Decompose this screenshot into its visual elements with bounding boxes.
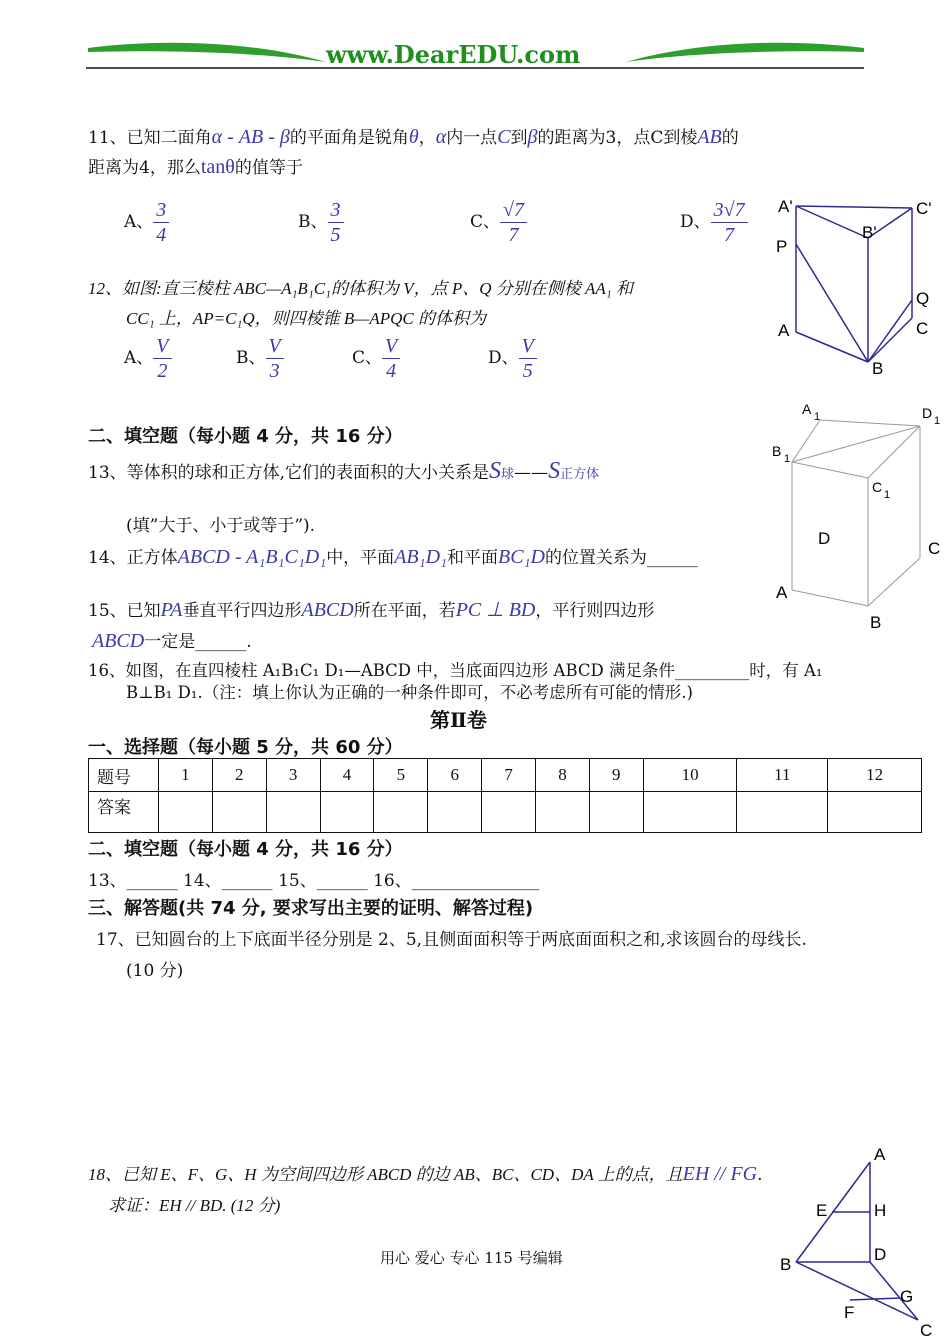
table-cell: 7 bbox=[482, 759, 536, 792]
answer-cell[interactable] bbox=[374, 792, 428, 833]
table-cell: 2 bbox=[212, 759, 266, 792]
label-c: C bbox=[920, 1321, 933, 1340]
answer-cell[interactable] bbox=[428, 792, 482, 833]
q16-line1: 16、如图，在直四棱柱 A₁B₁C₁ D₁—ABCD 中，当底面四边形 ABCD 满足条件_________时，有 A₁ bbox=[88, 661, 823, 680]
q12-option-b: B、 $\frac{V}{3}$ bbox=[236, 334, 284, 383]
label-d: D bbox=[818, 529, 831, 548]
q11-line2: 距离为4，那么tanθ的值等于 bbox=[88, 156, 303, 178]
q15-line2: ABCD一定是______. bbox=[92, 630, 252, 652]
q12-option-a: A、 $\frac{V}{2}$ bbox=[124, 334, 172, 383]
label-f: F bbox=[844, 1303, 855, 1322]
label-b-prime: B' bbox=[862, 223, 877, 242]
table-row bbox=[89, 759, 922, 792]
answer-cell[interactable] bbox=[159, 792, 213, 833]
table-header-cell: 题号 bbox=[89, 759, 159, 792]
answer-cell[interactable] bbox=[536, 792, 590, 833]
q11-option-c: C、 $\frac{√7}{7}$ bbox=[470, 198, 527, 247]
q11-option-b: B、 $\frac{3}{5}$ bbox=[298, 198, 344, 247]
table-cell: 12 bbox=[828, 759, 922, 792]
answer-cell[interactable] bbox=[643, 792, 737, 833]
section-fill-in-answer-title: 二、填空题（每小题 4 分，共 16 分） bbox=[88, 839, 403, 860]
label-c: C bbox=[928, 539, 941, 558]
label-a1-sub: 1 bbox=[814, 411, 821, 423]
table-cell: 6 bbox=[428, 759, 482, 792]
q12-option-d: D、 $\frac{V}{5}$ bbox=[488, 334, 537, 383]
q11-option-a: A、 $\frac{3}{4}$ bbox=[124, 198, 169, 247]
label-b: B bbox=[872, 359, 884, 378]
answer-table bbox=[88, 758, 922, 833]
answer-cell[interactable] bbox=[212, 792, 266, 833]
label-h: H bbox=[874, 1201, 887, 1220]
label-c1-sub: 1 bbox=[884, 489, 891, 501]
label-p: P bbox=[776, 237, 788, 256]
table-cell: 4 bbox=[320, 759, 374, 792]
label-b1-sub: 1 bbox=[784, 453, 791, 465]
answer-cell[interactable] bbox=[589, 792, 643, 833]
q18-line2: 求证：EH // BD. (12 分) bbox=[108, 1196, 281, 1215]
q17-line2: (10 分) bbox=[126, 961, 184, 981]
label-a1: A bbox=[802, 401, 812, 417]
q12-option-c: C、 $\frac{V}{4}$ bbox=[352, 334, 400, 383]
q18-line1: 18、已知 E、F、G、H 为空间四边形 ABCD 的边 AB、BC、CD、DA 上的点，且EH // FG. bbox=[88, 1163, 763, 1185]
table-header-cell: 答案 bbox=[89, 792, 159, 833]
label-d: D bbox=[874, 1245, 887, 1264]
q17-line1: 17、已知圆台的上下底面半径分别是 2、5,且侧面面积等于两底面面积之和,求该圆台的母线长. bbox=[96, 930, 807, 950]
answer-cell[interactable] bbox=[828, 792, 922, 833]
q11-line1: 11、已知二面角α - AB - β的平面角是锐角θ，α内一点C到β的距离为3，点C到棱AB的 bbox=[88, 126, 739, 148]
q16-line2: B⊥B₁ D₁.（注：填上你认为正确的一种条件即可，不必考虑所有可能的情形.) bbox=[126, 683, 693, 702]
label-c1: C bbox=[872, 479, 883, 495]
answer-cell[interactable] bbox=[737, 792, 828, 833]
label-a: A bbox=[778, 321, 790, 340]
table-cell: 3 bbox=[266, 759, 320, 792]
prism-figure bbox=[770, 192, 940, 382]
label-a-prime: A' bbox=[778, 197, 793, 216]
header-site[interactable]: www.DearEDU.com bbox=[326, 40, 581, 69]
answer-cell[interactable] bbox=[320, 792, 374, 833]
prism2-figure bbox=[770, 400, 950, 636]
label-b: B bbox=[870, 613, 882, 632]
section-fill-in-title: 二、填空题（每小题 4 分，共 16 分） bbox=[88, 426, 403, 447]
section-choice-title: 一、选择题（每小题 5 分，共 60 分） bbox=[88, 737, 403, 758]
table-cell: 5 bbox=[374, 759, 428, 792]
label-d1: D bbox=[922, 405, 933, 421]
table-cell: 1 bbox=[159, 759, 213, 792]
table-cell: 10 bbox=[643, 759, 737, 792]
label-c-prime: C' bbox=[916, 199, 932, 218]
answer-cell[interactable] bbox=[482, 792, 536, 833]
label-b: B bbox=[780, 1255, 792, 1274]
q13-line1: 13、等体积的球和正方体,它们的表面积的大小关系是S球——S正方体 bbox=[88, 458, 600, 484]
label-c: C bbox=[916, 319, 929, 338]
q13-line2: (填”大于、小于或等于”). bbox=[126, 516, 316, 536]
answer-cell[interactable] bbox=[266, 792, 320, 833]
q11-option-d: D、 $\frac{3√7}{7}$ bbox=[680, 198, 748, 247]
label-e: E bbox=[816, 1201, 828, 1220]
fill-in-blanks-line[interactable]: 13、______ 14、______ 15、______ 16、_______________ bbox=[88, 871, 540, 891]
label-b1: B bbox=[772, 443, 782, 459]
quadrilateral-figure bbox=[770, 1142, 946, 1342]
part-two-title: 第Ⅱ卷 bbox=[430, 708, 487, 732]
label-g: G bbox=[900, 1287, 914, 1306]
q12-line2: CC₁ 上，AP=C₁Q，则四棱锥 B—APQC 的体积为 bbox=[126, 309, 486, 328]
q12-line1: 12、如图:直三棱柱 ABC—A₁B₁C₁的体积为 V，点 P、Q 分别在侧棱 AA₁ 和 bbox=[88, 279, 633, 298]
label-q: Q bbox=[916, 289, 930, 308]
q14-line: 14、正方体ABCD - A₁B₁C₁D₁中，平面AB₁D₁和平面BC₁D的位置关系为______ bbox=[88, 546, 698, 568]
table-cell: 11 bbox=[737, 759, 828, 792]
q15-line1: 15、已知PA垂直平行四边形ABCD所在平面，若PC ⊥ BD，平行则四边形 bbox=[88, 599, 655, 621]
table-row bbox=[89, 792, 922, 833]
page-footer: 用心 爱心 专心 115 号编辑 bbox=[380, 1249, 563, 1267]
label-a: A bbox=[874, 1145, 886, 1164]
table-cell: 9 bbox=[589, 759, 643, 792]
label-a: A bbox=[776, 583, 788, 602]
section-solution-title: 三、解答题(共 74 分, 要求写出主要的证明、解答过程) bbox=[88, 898, 534, 919]
label-d1-sub: 1 bbox=[934, 415, 941, 427]
table-cell: 8 bbox=[536, 759, 590, 792]
